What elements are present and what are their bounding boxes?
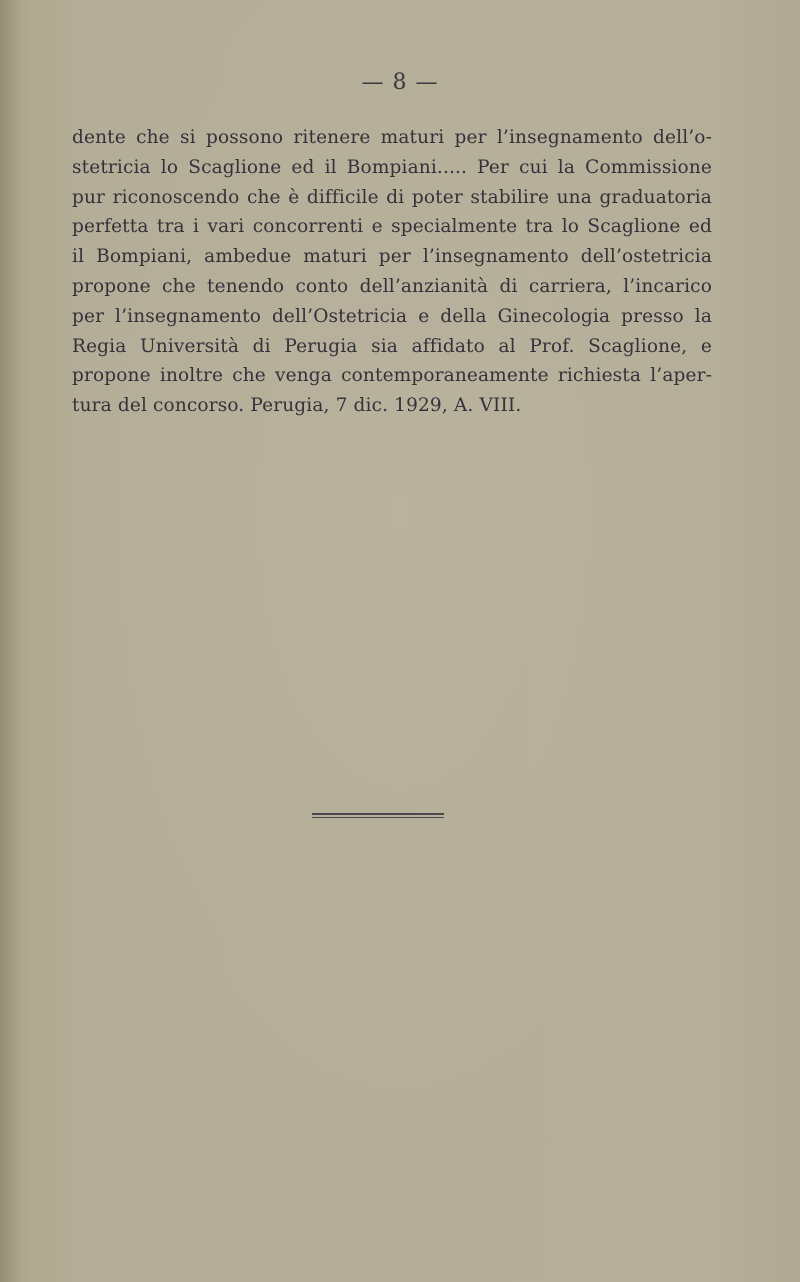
- body-paragraph: [72, 123, 712, 421]
- text-line: pur riconoscendo che è difficile di poter stabilire una graduatoria: [72, 186, 712, 208]
- page-number: — 8 —: [361, 70, 439, 95]
- text-line: propone che tenendo conto dell’anzianità di carriera, l’incarico: [72, 275, 712, 297]
- text-line: per l’insegnamento dell’Ostetricia e della Ginecologia presso la: [72, 305, 712, 327]
- text-line: stetricia lo Scaglione ed il Bompiani..... Per cui la Commissione: [72, 156, 712, 178]
- text-line: il Bompiani, ambedue maturi per l’insegnamento dell’ostetricia: [72, 246, 712, 268]
- section-end-rule: [312, 813, 444, 818]
- page-edge-shadow: [0, 0, 22, 1282]
- text-line: dente che si possono ritenere maturi per l’insegnamento dell’o-: [72, 127, 712, 148]
- text-line-last: tura del concorso. Perugia, 7 dic. 1929, A. VIII.: [72, 395, 522, 417]
- text-line: propone inoltre che venga contemporaneamente richiesta l’aper-: [72, 365, 712, 387]
- text-line: perfetta tra i vari concorrenti e specialmente tra lo Scaglione ed: [72, 216, 712, 238]
- text-line: Regia Università di Perugia sia affidato al Prof. Scaglione, e: [72, 335, 712, 357]
